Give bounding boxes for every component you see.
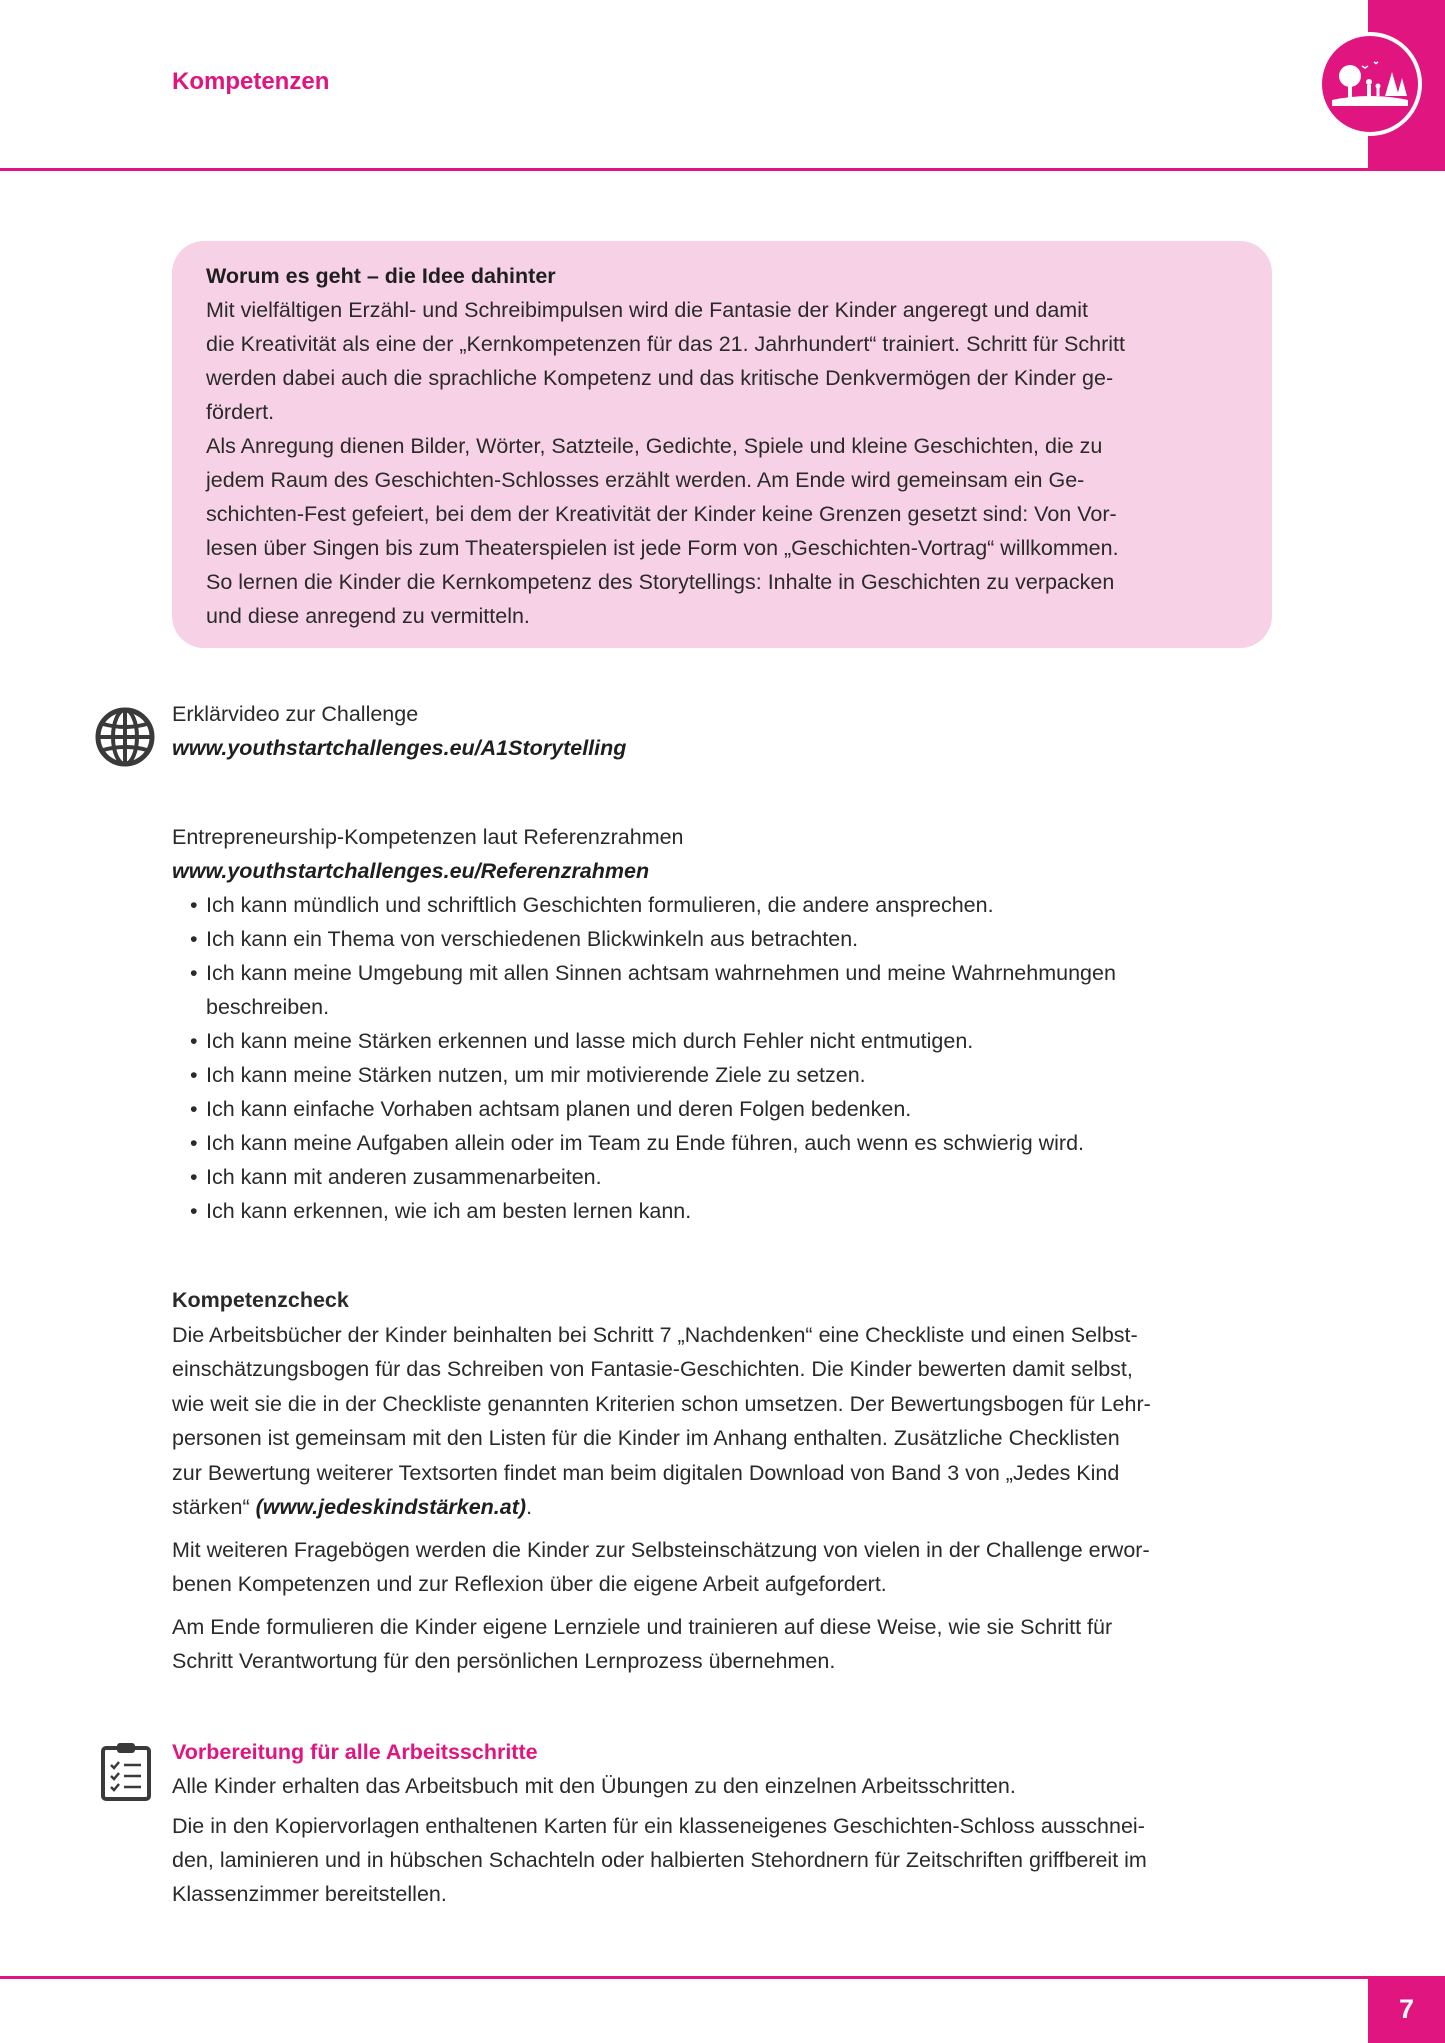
section-title: Kompetenzen [172, 68, 330, 95]
competency-list [172, 888, 1282, 1228]
list-item: • Ich kann ein Thema von verschiedenen Blickwinkeln aus betrachten. [172, 922, 1282, 956]
idea-line: werden dabei auch die sprachliche Kompetenz und das kritische Denkvermögen der Kinder ge- [206, 366, 1114, 390]
footer-divider [0, 1976, 1368, 1979]
idea-line: und diese anregend zu vermitteln. [206, 604, 530, 628]
competence-check-title: Kompetenzcheck [172, 1288, 349, 1312]
list-item: • Ich kann meine Aufgaben allein oder im Team zu Ende führen, auch wenn es schwierig wird. [172, 1126, 1282, 1160]
idea-line: So lernen die Kinder die Kernkompetenz des Storytellings: Inhalte in Geschichten zu verpacken [206, 570, 1115, 594]
idea-line: schichten-Fest gefeiert, bei dem der Kreativität der Kinder keine Grenzen gesetzt sind: Von Vor- [206, 502, 1117, 526]
list-item: • Ich kann erkennen, wie ich am besten lernen kann. [172, 1194, 1282, 1228]
check-line-last [172, 1490, 1282, 1525]
idea-line: Als Anregung dienen Bilder, Wörter, Satzteile, Gedichte, Spiele und kleine Geschichten, die zu [206, 434, 1103, 458]
video-label: Erklärvideo zur Challenge [172, 702, 419, 726]
idea-line: Mit vielfältigen Erzähl- und Schreibimpulsen wird die Fantasie der Kinder angeregt und damit [206, 298, 1088, 322]
list-item: • Ich kann mit anderen zusammenarbeiten. [172, 1160, 1282, 1194]
list-item: • Ich kann meine Stärken erkennen und lasse mich durch Fehler nicht entmutigen. [172, 1024, 1282, 1058]
check-line: einschätzungsbogen für das Schreiben von Fantasie-Geschichten. Die Kinder bewerten damit selbst, [172, 1357, 1133, 1381]
jedeskind-link[interactable]: (www.jedeskindstärken.at) [255, 1495, 527, 1519]
check-line: benen Kompetenzen und zur Reflexion über die eigene Arbeit aufgefordert. [172, 1572, 887, 1596]
check-line: wie weit sie die in der Checkliste genannten Kriterien schon umsetzen. Der Bewertungsbogen für Lehr- [172, 1391, 1151, 1416]
list-item: • Ich kann meine Stärken nutzen, um mir motivierende Ziele zu setzen. [172, 1058, 1282, 1092]
video-link[interactable]: www.youthstartchallenges.eu/A1Storytelling [172, 736, 627, 760]
video-block [172, 697, 626, 765]
idea-box [172, 241, 1272, 648]
check-line-prefix: stärken“ [172, 1495, 256, 1519]
header-divider [0, 168, 1368, 171]
list-item: • Ich kann meine Umgebung mit allen Sinnen achtsam wahrnehmen und meine Wahrnehmungen beschreiben. [172, 956, 1226, 1024]
idea-box-title: Worum es geht – die Idee dahinter [206, 264, 556, 288]
check-paragraph-1 [172, 1318, 1282, 1525]
reference-label: Entrepreneurship-Kompetenzen laut Referenzrahmen [172, 825, 684, 849]
check-line: Mit weiteren Fragebögen werden die Kinder zur Selbsteinschätzung von vielen in der Challenge erwor- [172, 1537, 1150, 1562]
idea-line: fördert. [206, 400, 275, 424]
check-line: personen ist gemeinsam mit den Listen für die Kinder im Anhang enthalten. Zusätzliche Checklisten [172, 1426, 1120, 1450]
check-line: zur Bewertung weiterer Textsorten findet man beim digitalen Download von Band 3 von „Jedes Kind [172, 1460, 1120, 1485]
list-item: • Ich kann einfache Vorhaben achtsam planen und deren Folgen bedenken. [172, 1092, 1282, 1126]
preparation-paragraph-2 [172, 1809, 1282, 1911]
globe-icon [94, 706, 156, 768]
prep-line: Die in den Kopiervorlagen enthaltenen Karten für ein klasseneigenes Geschichten-Schloss ausschnei- [172, 1814, 1145, 1838]
preparation-paragraph-1: Alle Kinder erhalten das Arbeitsbuch mit den Übungen zu den einzelnen Arbeitsschritten. [172, 1774, 1016, 1798]
check-paragraph-3 [172, 1610, 1282, 1679]
check-line: Die Arbeitsbücher der Kinder beinhalten bei Schritt 7 „Nachdenken“ eine Checkliste und einen Selbst- [172, 1322, 1138, 1347]
reference-link[interactable]: www.youthstartchallenges.eu/Referenzrahmen [172, 859, 650, 883]
idea-line: jedem Raum des Geschichten-Schlosses erzählt werden. Am Ende wird gemeinsam ein Ge- [206, 468, 1085, 492]
preparation-block [172, 1735, 1282, 1911]
idea-line: die Kreativität als eine der „Kernkompetenzen für das 21. Jahrhundert“ trainiert. Schritt für Schritt [206, 332, 1125, 356]
landscape-logo-icon [1318, 32, 1422, 136]
prep-line: Klassenzimmer bereitstellen. [172, 1882, 447, 1906]
prep-line: den, laminieren und in hübschen Schachteln oder halbierten Stehordnern für Zeitschriften griffbereit im [172, 1848, 1147, 1872]
check-line-suffix: . [526, 1495, 533, 1519]
idea-line: lesen über Singen bis zum Theaterspielen ist jede Form von „Geschichten-Vortrag“ willkommen. [206, 536, 1119, 560]
preparation-title: Vorbereitung für alle Arbeitsschritte [172, 1740, 538, 1764]
competence-check-block [172, 1283, 1282, 1687]
page-number: 7 [1368, 1976, 1445, 2043]
reference-block [172, 820, 1282, 1228]
check-line: Am Ende formulieren die Kinder eigene Lernziele und trainieren auf diese Weise, wie sie Schritt für [172, 1614, 1113, 1639]
check-paragraph-2 [172, 1533, 1282, 1602]
check-line: Schritt Verantwortung für den persönlichen Lernprozess übernehmen. [172, 1649, 836, 1673]
list-item: • Ich kann mündlich und schriftlich Geschichten formulieren, die andere ansprechen. [172, 888, 1282, 922]
clipboard-checklist-icon [100, 1740, 152, 1802]
